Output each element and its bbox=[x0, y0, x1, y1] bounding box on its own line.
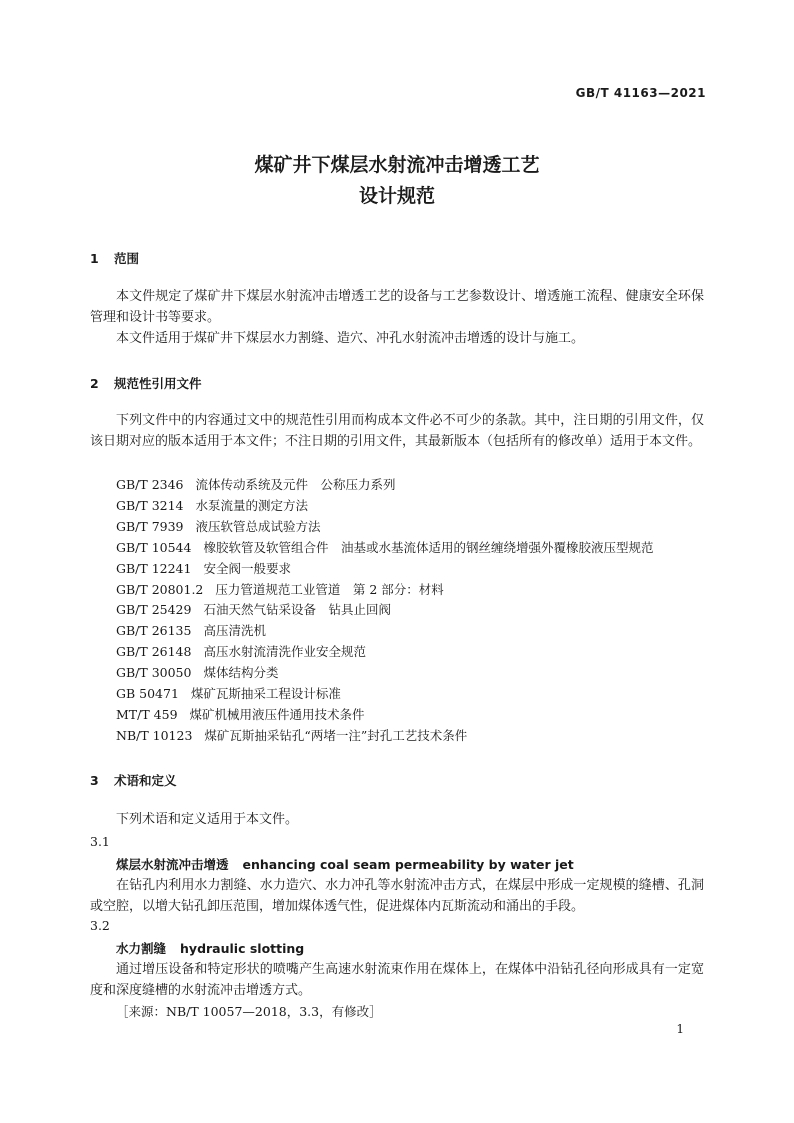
reference-title: 流体传动系统及元件 公称压力系列 bbox=[195, 477, 396, 492]
term-english: hydraulic slotting bbox=[180, 941, 305, 956]
term-entry bbox=[116, 855, 574, 873]
page-number: 1 bbox=[676, 1022, 684, 1036]
document-title-line1: 煤矿井下煤层水射流冲击增透工艺 bbox=[254, 154, 540, 176]
paragraph: 下列术语和定义适用于本文件。 bbox=[116, 812, 299, 827]
reference-item bbox=[116, 517, 653, 538]
reference-code: GB/T 30050 bbox=[116, 665, 192, 681]
term-english: enhancing coal seam permeability by water jet bbox=[242, 857, 574, 872]
paragraph: 本文件规定了煤矿井下煤层水射流冲击增透工艺的设备与工艺参数设计、增透施工流程、健康安全环保管理和设计书等要求。 bbox=[90, 289, 704, 325]
reference-title: 石油天然气钻采设备 钻具止回阀 bbox=[203, 602, 391, 618]
reference-code: GB/T 12241 bbox=[116, 560, 192, 576]
reference-title: 液压软管总成试验方法 bbox=[195, 518, 321, 534]
reference-item bbox=[116, 684, 653, 705]
reference-list bbox=[116, 475, 653, 747]
section-number: 2 bbox=[90, 376, 99, 391]
term-chinese: 水力割缝 bbox=[116, 941, 167, 956]
paragraph: 本文件适用于煤矿井下煤层水力割缝、造穴、冲孔水射流冲击增透的设计与施工。 bbox=[116, 331, 585, 346]
reference-item bbox=[116, 475, 653, 496]
paragraph: 在钻孔内利用水力割缝、水力造穴、水力冲孔等水射流冲击方式，在煤层中形成一定规模的缝槽、孔洞或空腔，以增大钻孔卸压范围，增加煤体透气性，促进煤体内瓦斯流动和涌出的手段。 bbox=[90, 878, 704, 914]
reference-item bbox=[116, 559, 653, 580]
reference-code: GB/T 7939 bbox=[116, 518, 184, 534]
reference-title: 煤矿机械用液压件通用技术条件 bbox=[189, 706, 365, 722]
clause-number: 3.2 bbox=[90, 918, 110, 933]
reference-code: GB/T 10544 bbox=[116, 539, 192, 555]
reference-item bbox=[116, 621, 653, 642]
reference-code: MT/T 459 bbox=[116, 706, 178, 722]
section-2-heading bbox=[90, 374, 202, 392]
reference-code: GB/T 26148 bbox=[116, 644, 192, 660]
reference-title: 煤矿瓦斯抽采工程设计标准 bbox=[190, 686, 341, 702]
reference-item bbox=[116, 705, 653, 726]
reference-title: 煤矿瓦斯抽采钻孔“两堵一注”封孔工艺技术条件 bbox=[204, 727, 468, 743]
reference-item bbox=[116, 642, 653, 663]
paragraph: 通过增压设备和特定形状的喷嘴产生高速水射流束作用在煤体上，在煤体中沿钻孔径向形成具有一定宽度和深度缝槽的水射流冲击增透方式。 bbox=[90, 962, 704, 998]
reference-title: 高压清洗机 bbox=[203, 623, 266, 639]
reference-code: GB 50471 bbox=[116, 686, 179, 702]
term-source: ［来源：NB/T 10057—2018，3.3，有修改］ bbox=[116, 1004, 382, 1019]
reference-title: 橡胶软管及软管组合件 油基或水基流体适用的钢丝缠绕增强外覆橡胶液压型规范 bbox=[203, 539, 654, 555]
reference-item bbox=[116, 580, 653, 601]
reference-title: 高压水射流清洗作业安全规范 bbox=[203, 644, 366, 660]
term-definition bbox=[90, 875, 704, 917]
section-number: 1 bbox=[90, 251, 99, 266]
standard-number: GB/T 41163—2021 bbox=[575, 86, 706, 100]
section-number: 3 bbox=[90, 773, 99, 788]
section-1-heading bbox=[90, 249, 139, 267]
reference-item bbox=[116, 600, 653, 621]
reference-item bbox=[116, 726, 653, 747]
reference-item bbox=[116, 538, 653, 559]
section-3-intro bbox=[90, 809, 704, 830]
paragraph: 下列文件中的内容通过文中的规范性引用而构成本文件必不可少的条款。其中，注日期的引用文件，仅该日期对应的版本适用于本文件；不注日期的引用文件，其最新版本（包括所有的修改单）适用于本文件。 bbox=[90, 413, 704, 449]
reference-code: GB/T 20801.2 bbox=[116, 581, 204, 597]
section-title: 范围 bbox=[114, 251, 140, 266]
section-title: 术语和定义 bbox=[114, 773, 177, 788]
section-2-intro bbox=[90, 410, 704, 452]
reference-code: GB/T 25429 bbox=[116, 602, 192, 618]
reference-title: 水泵流量的测定方法 bbox=[195, 497, 309, 513]
reference-title: 安全阀一般要求 bbox=[203, 560, 291, 576]
section-3-heading bbox=[90, 771, 177, 789]
document-title-line2: 设计规范 bbox=[358, 185, 435, 207]
clause-number: 3.1 bbox=[90, 834, 110, 849]
reference-code: NB/T 10123 bbox=[116, 727, 193, 743]
reference-item bbox=[116, 496, 653, 517]
term-chinese: 煤层水射流冲击增透 bbox=[116, 857, 229, 872]
reference-title: 煤体结构分类 bbox=[203, 665, 279, 681]
reference-code: GB/T 3214 bbox=[116, 497, 184, 513]
reference-item bbox=[116, 663, 653, 684]
reference-code: GB/T 2346 bbox=[116, 477, 184, 492]
section-title: 规范性引用文件 bbox=[114, 376, 202, 391]
term-definition bbox=[90, 959, 704, 1001]
reference-title: 压力管道规范工业管道 第 2 部分：材料 bbox=[215, 581, 444, 597]
section-1-body bbox=[90, 286, 704, 349]
term-entry bbox=[116, 939, 304, 957]
reference-code: GB/T 26135 bbox=[116, 623, 192, 639]
